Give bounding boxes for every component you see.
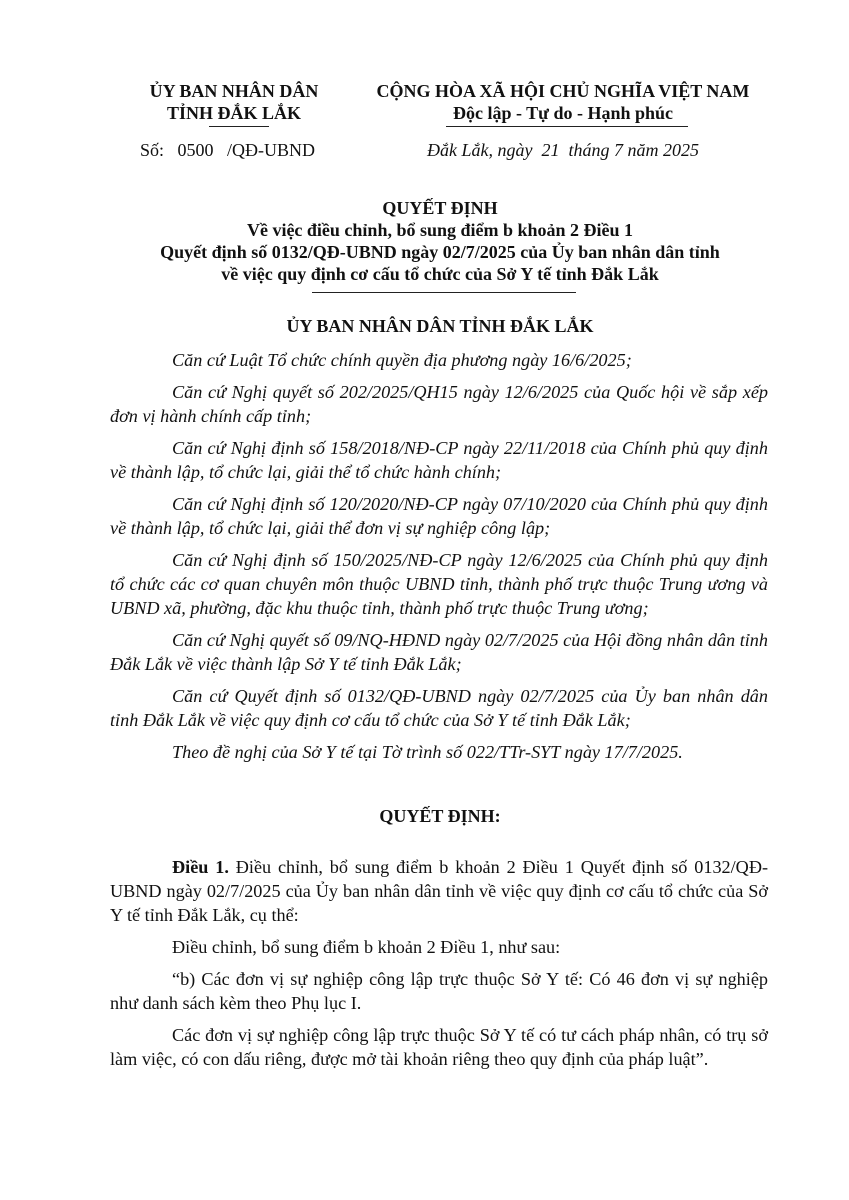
article-1 [110, 855, 768, 1079]
legal-grounds [110, 348, 768, 772]
ground-item: Căn cứ Quyết định số 0132/QĐ-UBND ngày 02/7/2025 của Ủy ban nhân dân tỉnh Đắk Lắk về việc quy định cơ cấu tổ chức của Sở Y tế tỉnh Đắk Lắk; [110, 686, 768, 730]
place-and-date: Đắk Lắk, ngày 21 tháng 7 năm 2025 [427, 140, 699, 160]
article-1-para-2: Điều chỉnh, bổ sung điểm b khoản 2 Điều 1, như sau: [172, 937, 561, 957]
ground-item: Căn cứ Nghị quyết số 09/NQ-HĐND ngày 02/7/2025 của Hội đồng nhân dân tỉnh Đắk Lắk về việc thành lập Sở Y tế tỉnh Đắk Lắk; [110, 630, 768, 674]
ground-item: Căn cứ Nghị quyết số 202/2025/QH15 ngày 12/6/2025 của Quốc hội về sắp xếp đơn vị hành chính cấp tỉnh; [110, 382, 768, 426]
decision-title [100, 197, 780, 285]
issuing-agency [118, 80, 350, 124]
ground-item: Căn cứ Nghị định số 150/2025/NĐ-CP ngày 12/6/2025 của Chính phủ quy định tổ chức các cơ quan chuyên môn thuộc UBND tỉnh, thành phố trực thuộc Trung ương và UBND xã, phường, đặc khu thuộc tỉnh, thành phố trực thuộc Trung ương; [110, 550, 768, 618]
agency-line-2: TỈNH ĐẮK LẮK [166, 103, 301, 123]
article-1-label: Điều 1. [172, 857, 229, 877]
authority-heading: ỦY BAN NHÂN DÂN TỈNH ĐẮK LẮK [286, 316, 594, 336]
agency-underline [209, 126, 269, 127]
article-1-text: Điều chỉnh, bổ sung điểm b khoản 2 Điều 1 Quyết định số 0132/QĐ-UBND ngày 02/7/2025 của Ủy ban nhân dân tỉnh về việc quy định cơ cấu tổ chức của Sở Y tế tỉnh Đắk Lắk, cụ thể: [110, 857, 769, 925]
nation-line-1: CỘNG HÒA XÃ HỘI CHỦ NGHĨA VIỆT NAM [376, 81, 750, 101]
nation-line-2: Độc lập - Tự do - Hạnh phúc [452, 103, 674, 123]
ground-item: Theo đề nghị của Sở Y tế tại Tờ trình số 022/TTr-SYT ngày 17/7/2025. [172, 742, 683, 762]
document-number: Số: 0500 /QĐ-UBND [140, 140, 316, 160]
agency-line-1: ỦY BAN NHÂN DÂN [149, 81, 319, 101]
article-1-para-3: “b) Các đơn vị sự nghiệp công lập trực thuộc Sở Y tế: Có 46 đơn vị sự nghiệp như danh sách kèm theo Phụ lục I. [110, 969, 768, 1013]
national-motto [358, 80, 768, 124]
article-1-para-4: Các đơn vị sự nghiệp công lập trực thuộc Sở Y tế có tư cách pháp nhân, có trụ sở làm việc, có con dấu riêng, được mở tài khoản riêng theo quy định của pháp luật”. [110, 1025, 768, 1069]
ground-item: Căn cứ Nghị định số 120/2020/NĐ-CP ngày 07/10/2020 của Chính phủ quy định về thành lập, tổ chức lại, giải thể đơn vị sự nghiệp công lập; [110, 494, 768, 538]
title-line-2: Quyết định số 0132/QĐ-UBND ngày 02/7/2025 của Ủy ban nhân dân tỉnh [160, 242, 720, 262]
ground-item: Căn cứ Nghị định số 158/2018/NĐ-CP ngày 22/11/2018 của Chính phủ quy định về thành lập, tổ chức lại, giải thể tổ chức hành chính; [110, 438, 768, 482]
title-heading: QUYẾT ĐỊNH [382, 198, 498, 218]
title-underline [312, 292, 576, 293]
title-line-3: về việc quy định cơ cấu tổ chức của Sở Y tế tỉnh Đắk Lắk [221, 264, 659, 284]
title-line-1: Về việc điều chỉnh, bổ sung điểm b khoản 2 Điều 1 [246, 220, 634, 240]
article-1-intro [110, 855, 768, 927]
motto-underline [446, 126, 688, 127]
ground-item: Căn cứ Luật Tổ chức chính quyền địa phương ngày 16/6/2025; [172, 350, 632, 370]
decision-heading: QUYẾT ĐỊNH: [379, 806, 501, 826]
